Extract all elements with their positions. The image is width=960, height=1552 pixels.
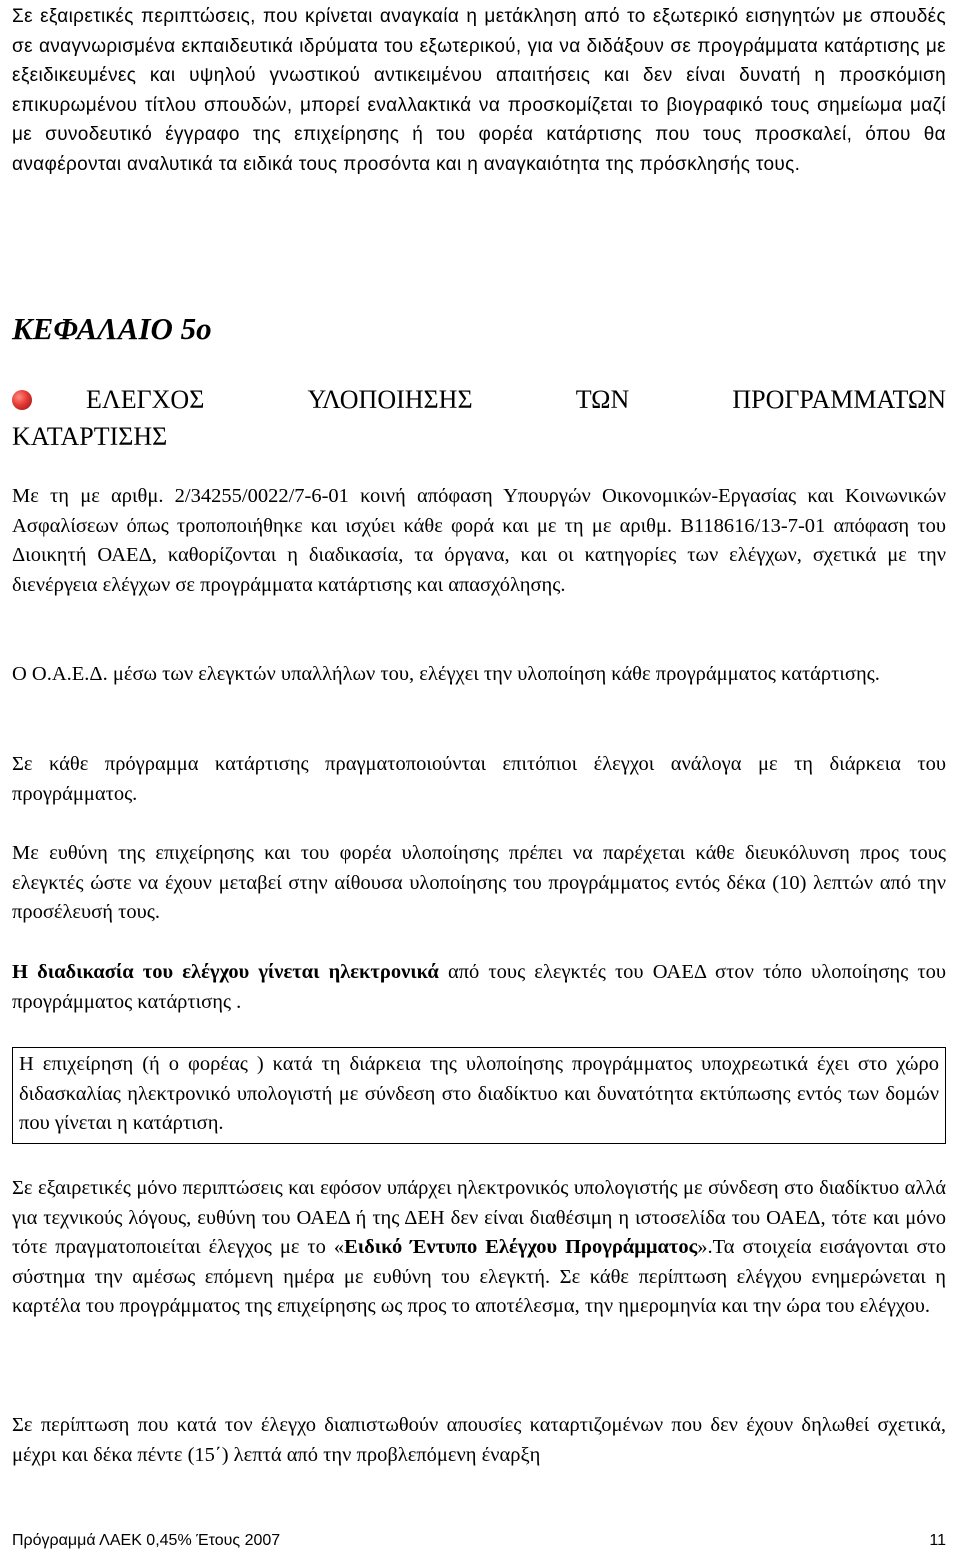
paragraph-facilitation: Με ευθύνη της επιχείρησης και του φορέα υλοποίησης πρέπει να παρέχεται κάθε διευκόλυνση προς τους ελεγκτές ώστε να έχουν μεταβεί στην αίθουσα υλοποίησης του προγράμματος εντός δέκα (10) λεπτών από την προσέλευσή τους.: [12, 842, 946, 923]
paragraph-electronic-check: Η διαδικασία του ελέγχου γίνεται ηλεκτρονικά από τους ελεγκτές του ΟΑΕΔ στον τόπο υλοποίησης του προγράμματος κατάρτισης .: [12, 961, 946, 1013]
page-footer: [12, 1532, 946, 1550]
chapter-title: ΚΕΦΑΛΑΙΟ 5ο: [12, 311, 212, 346]
boxed-paragraph-computer-requirement: Η επιχείρηση (ή ο φορέας ) κατά τη διάρκεια της υλοποίησης προγράμματος υποχρεωτικά έχει στο χώρο διδασκαλίας ηλεκτρονικό υπολογιστή με σύνδεση στο διαδίκτυο και δυνατότητα εκτύπωσης εντός των δομών που γίνεται η κατάρτιση.: [12, 1047, 946, 1144]
red-bullet-icon: [12, 390, 32, 410]
paragraph-legal-basis: Με τη με αριθμ. 2/34255/0022/7-6-01 κοινή απόφαση Υπουργών Οικονομικών-Εργασίας και Κοινωνικών Ασφαλίσεων όπως τροποποιήθηκε και ισχύει κάθε φορά και με τη με αριθμ. Β118616/13-7-01 απόφαση του Διοικητή ΟΑΕΔ, καθορίζονται η διαδικασία, τα όργανα, και οι κατηγορίες των ελέγχων, σχετικά με την διενέργεια ελέγχων σε προγράμματα κατάρτισης και απασχόλησης.: [12, 485, 946, 596]
paragraph-oaed-inspection: Ο Ο.Α.Ε.Δ. μέσω των ελεγκτών υπαλλήλων του, ελέγχει την υλοποίηση κάθε προγράμματος κατάρτισης.: [12, 663, 880, 685]
paragraph-absences: Σε περίπτωση που κατά τον έλεγχο διαπιστωθούν απουσίες καταρτιζομένων που δεν έχουν δηλωθεί σχετικά, μέχρι και δέκα πέντε (15΄) λεπτά από την προβλεπόμενη έναρξη: [12, 1414, 946, 1466]
footer-text: Πρόγραμμά ΛΑΕΚ 0,45% Έτους 2007: [12, 1532, 281, 1549]
bold-form-name: Ειδικό Έντυπο Ελέγχου Προγράμματος: [344, 1236, 698, 1258]
section-heading-word: ΠΡΟΓΡΑΜΜΑΤΩΝ: [732, 385, 946, 414]
bold-phrase: Η διαδικασία του ελέγχου γίνεται ηλεκτρονικά: [12, 961, 439, 983]
paragraph-onsite-checks: Σε κάθε πρόγραμμα κατάρτισης πραγματοποιούνται επιτόπιοι έλεγχοι ανάλογα με τη διάρκεια του προγράμματος.: [12, 753, 946, 805]
section-heading-word: ΕΛΕΓΧΟΣ: [86, 385, 205, 414]
paragraph-special-form: Σε εξαιρετικές μόνο περιπτώσεις και εφόσον υπάρχει ηλεκτρονικός υπολογιστής με σύνδεση στο διαδίκτυο αλλά για τεχνικούς λόγους, ευθύνη του ΟΑΕΔ ή της ΔΕΗ δεν είναι διαθέσιμη η ιστοσελίδα του ΟΑΕΔ, τότε και μόνο τότε πραγματοποιείται έλεγχος με το «Ειδικό Έντυπο Ελέγχου Προγράμματος».Τα στοιχεία εισάγονται στο σύστημα την αμέσως επόμενη ημέρα με ευθύνη του ελεγκτή. Σε κάθε περίπτωση ελέγχου ενημερώνεται η καρτέλα του προγράμματος της επιχείρησης ως προς το αποτέλεσμα, την ημερομηνία και την ώρα του ελέγχου.: [12, 1177, 946, 1317]
intro-paragraph: Σε εξαιρετικές περιπτώσεις, που κρίνεται αναγκαία η μετάκληση από το εξωτερικό εισηγητών με σπουδές σε αναγνωρισμένα εκπαιδευτικά ιδρύματα του εξωτερικού, για να διδάξουν σε προγράμματα κατάρτισης με εξειδικευμένες και υψηλού γνωστικού αντικειμένου απαιτήσεις και δεν είναι δυνατή η προσκόμιση επικυρωμένου τίτλου σπουδών, μπορεί εναλλακτικά να προσκομίζεται το βιογραφικό τους σημείωμα μαζί με συνοδευτικό έγγραφο της επιχείρησης ή του φορέα κατάρτισης που τους προσκαλεί, όπου θα αναφέρονται αναλυτικά τα ειδικά τους προσόντα και η αναγκαιότητα της πρόσκλησής τους.: [12, 6, 946, 175]
section-heading-line2: ΚΑΤΑΡΤΙΣΗΣ: [12, 422, 168, 451]
section-heading: [12, 381, 946, 455]
section-heading-word: ΥΛΟΠΟΙΗΣΗΣ: [307, 385, 473, 414]
page-number: 11: [929, 1532, 946, 1549]
section-heading-word: ΤΩΝ: [575, 385, 630, 414]
